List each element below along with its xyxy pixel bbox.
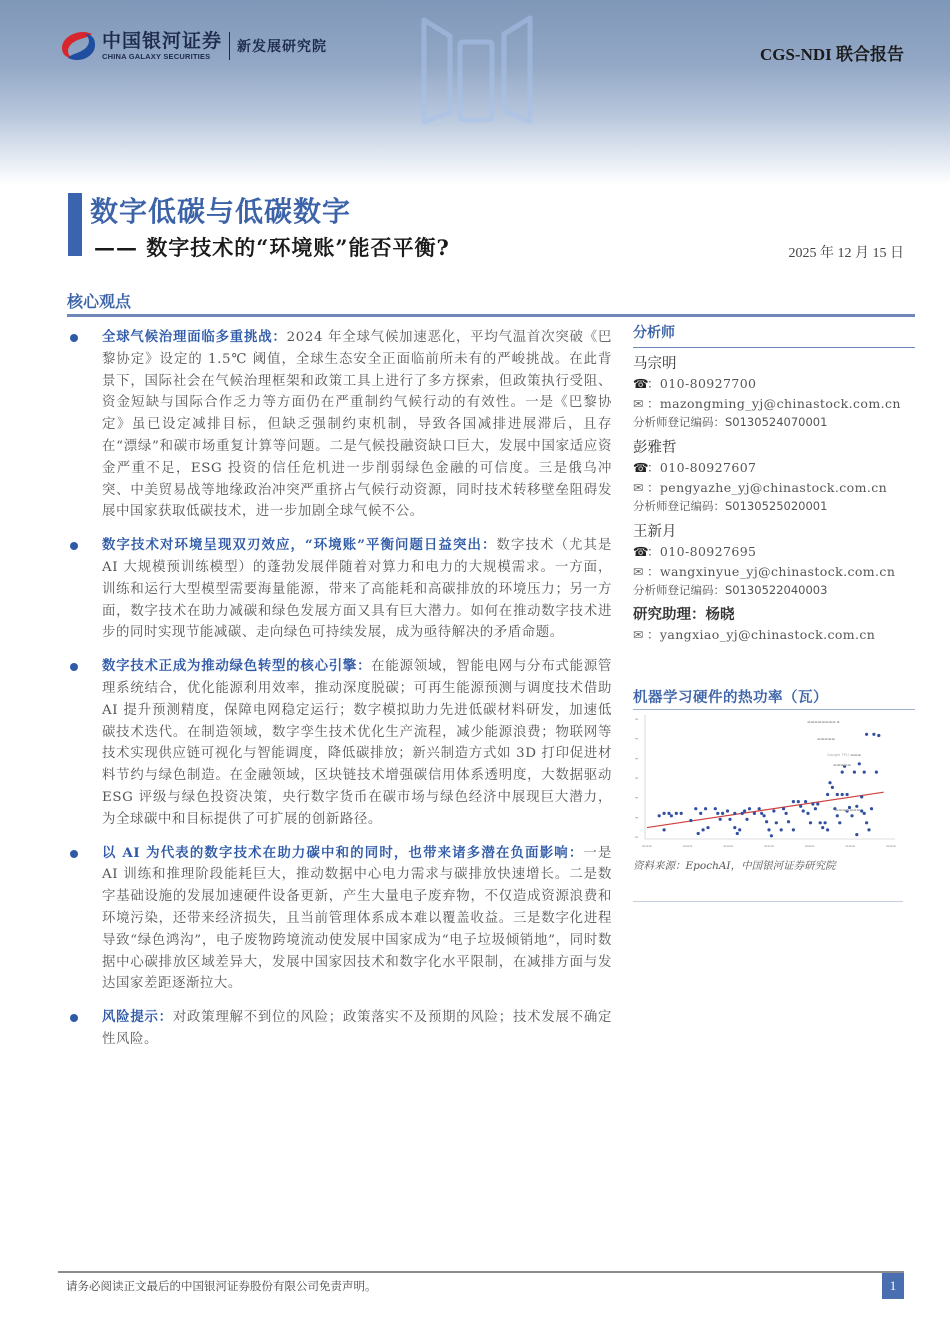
data-point (704, 807, 707, 810)
header-banner (0, 0, 950, 185)
data-point (826, 793, 829, 796)
data-point (775, 821, 778, 824)
analyst-phone: ☎：010-80927695 (633, 542, 915, 562)
report-type-tag: CGS-NDI 联合报告 (759, 45, 904, 64)
data-point (799, 805, 802, 808)
point-lead: 数字技术正成为推动绿色转型的核心引擎： (102, 658, 372, 675)
svg-text:Google TPU ▬▬▬: Google TPU ▬▬▬ (827, 752, 861, 757)
point-body: 对政策理解不到位的风险；政策落实不及预期的风险；技术发展不确定性风险。 (102, 1010, 612, 1047)
phone-icon: ☎ (633, 460, 649, 475)
data-point (860, 809, 863, 812)
bullet-icon (67, 327, 102, 523)
data-point (785, 812, 788, 815)
data-point (826, 828, 829, 831)
data-point (702, 828, 705, 831)
logo-chinese-name: 中国银河证券 (102, 30, 223, 52)
analyst-name: 马宗明 (633, 356, 677, 372)
svg-text:▬▬▬▬▬▬▬: ▬▬▬▬▬▬▬ (835, 807, 861, 812)
data-point (770, 834, 773, 837)
data-point (809, 821, 812, 824)
data-point (821, 826, 824, 829)
svg-text:▬: ▬ (635, 756, 639, 761)
data-point (863, 771, 866, 774)
bullet-icon (67, 1007, 102, 1051)
svg-text:▬: ▬ (635, 736, 639, 741)
data-point (787, 820, 790, 823)
data-point (841, 771, 844, 774)
svg-text:▬▬▬: ▬▬▬ (886, 844, 896, 848)
svg-text:▬▬▬▬▬▬▬▬ ▪: ▬▬▬▬▬▬▬▬ ▪ (807, 719, 840, 724)
analyst-name: 王新月 (633, 524, 677, 540)
mail-icon: ✉ (633, 627, 644, 642)
data-point (706, 826, 709, 829)
data-point (782, 807, 785, 810)
data-point (865, 733, 868, 736)
analyst-card (633, 522, 915, 600)
data-point (738, 828, 741, 831)
analyst-registration: 分析师登记编码：S0130522040003 (633, 583, 828, 597)
svg-text:▬▬▬: ▬▬▬ (723, 844, 734, 848)
svg-text:▬: ▬ (635, 815, 639, 820)
bullet-icon (67, 535, 102, 644)
analyst-email[interactable]: ✉ ：mazongming_yj@chinastock.com.cn (633, 394, 915, 414)
data-point (763, 814, 766, 817)
point-body: 一是 AI 训练和推理阶段能耗巨大，推动数据中心电力需求与碳排放快速增长。二是数字基础设施的发展加速硬件设备更新，产生大量电子废弃物，不仅造成资源浪费和环境污染，还带来经济损失，且当前管理体系成本难以覆盖收益。三是数字化进程导致“绿色鸿沟”，电子废物跨境流动使发展中国家成为“电子垃圾倾销地”，同时数据中心碳排放区域差异大，发展中国家因技术和数字化水平限制，在减排方面与发达国家差距逐渐拉大。 (102, 845, 612, 992)
point-body: 2024 年全球气候加速恶化，平均气温首次突破《巴黎协定》设定的 1.5℃ 阈值，全球生态安全正面临前所未有的严峻挑战。在此背景下，国际社会在气候治理框架和政策工具上进行了多方探索，但政策执行受阻、资金短缺与国际合作乏力等方面仍在严重制约气候行动的有效性。一是《巴黎协定》虽已设定减排目标，但缺乏强制约束机制，导致各国减排进展滞后，且存在“漂绿”和碳市场重复计算等问题。二是气候投融资缺口巨大，发展中国家适应资金严重不足，ESG 投资的信任危机进一步削弱绿色金融的可信度。三是俄乌冲突、中美贸易战等地缘政治冲突严重挤占气候行动资源，同时技术转移壁垒阻碍发展中国家获取低碳技术，进一步加剧全球气候不公。 (102, 330, 612, 520)
data-point (741, 812, 744, 815)
report-title: 数字低碳与低碳数字 (90, 195, 352, 228)
point-body: 在能源领域，智能电网与分布式能源管理系统结合，优化能源利用效率，推动深度脱碳；可再生能源预测与调度技术借助 AI 提升预测精度，保障电网稳定运行；数字模拟助力先进低碳材料研发，加速低碳技术迭代。在制造领域，数字孪生技术优化生产流程，减少能源浪费；物联网等技术实现供应链可视化与智能调度，降低碳排放；新兴制造方式如 3D 打印促进材料节约与绿色制造。在金融领域，区块链技术增强碳信用体系透明度，大数据驱动 ESG 评级与绿色投资决策，央行数字货币在碳市场与绿色经济中展现巨大潜力，为全球碳中和目标提供了可扩展的创新路径。 (102, 659, 612, 827)
list-item (67, 1007, 612, 1051)
data-point (850, 814, 853, 817)
data-point (689, 819, 692, 822)
data-point (872, 733, 875, 736)
mail-icon: ✉ (633, 395, 644, 411)
data-point (714, 807, 717, 810)
data-point (733, 826, 736, 829)
svg-text:▬▬▬▬▬: ▬▬▬▬▬ (817, 736, 835, 741)
logo-english-name: CHINA GALAXY SECURITIES (102, 52, 211, 61)
data-point (838, 821, 841, 824)
analyst-registration: 分析师登记编码：S0130524070001 (633, 415, 828, 429)
thermal-power-scatter-chart (633, 711, 903, 856)
data-point (867, 828, 870, 831)
svg-text:▬▬▬: ▬▬▬ (804, 844, 815, 848)
analysts-heading: 分析师 (633, 316, 915, 348)
svg-text:▬: ▬ (635, 795, 639, 800)
data-point (663, 828, 666, 831)
company-logo (58, 30, 327, 62)
data-point (816, 802, 819, 805)
svg-text:▬: ▬ (635, 835, 639, 839)
chart-source: 资料来源：EpochAI，中国银河证券研究院 (633, 860, 836, 872)
data-point (836, 814, 839, 817)
data-point (824, 821, 827, 824)
data-point (743, 809, 746, 812)
logo-divider (229, 32, 230, 60)
list-item (67, 656, 612, 830)
mail-icon: ✉ (633, 563, 644, 579)
phone-icon: ☎ (633, 376, 649, 391)
chart-title-divider (633, 709, 915, 710)
cgs-watermark-icon (412, 12, 542, 127)
bullet-icon (67, 656, 102, 830)
point-lead: 全球气候治理面临多重挑战： (102, 329, 287, 345)
assistant-email[interactable]: ✉ ：yangxiao_yj@chinastock.com.cn (633, 625, 915, 645)
data-point (792, 828, 795, 831)
point-lead: 以 AI 为代表的数字技术在助力碳中和的同时，也带来诸多潜在负面影响： (102, 844, 584, 861)
title-accent-bar (68, 193, 82, 256)
data-point (733, 812, 736, 815)
data-point (658, 814, 661, 817)
analyst-email[interactable]: ✉ ：pengyazhe_yj@chinastock.com.cn (633, 478, 915, 498)
list-item (67, 843, 612, 996)
data-point (745, 818, 748, 821)
data-point (865, 821, 868, 824)
point-lead: 数字技术对环境呈现双刃效应，“环境账”平衡问题日益突出： (102, 537, 497, 554)
data-point (699, 812, 702, 815)
data-point (758, 807, 761, 810)
data-point (767, 828, 770, 831)
data-point (811, 802, 814, 805)
analyst-card (633, 354, 915, 432)
data-point (780, 828, 783, 831)
data-point (804, 800, 807, 803)
assistant-card (633, 605, 915, 645)
svg-text:▬▬▬: ▬▬▬ (642, 844, 652, 848)
data-point (753, 812, 756, 815)
data-point (765, 820, 768, 823)
data-point (667, 812, 670, 815)
svg-text:▬▬▬▬▬: ▬▬▬▬▬ (833, 762, 851, 767)
data-point (728, 818, 731, 821)
data-point (675, 812, 678, 815)
data-point (853, 771, 856, 774)
data-point (670, 814, 673, 817)
data-point (716, 812, 719, 815)
svg-text:▬▬▬: ▬▬▬ (682, 844, 693, 848)
list-item (67, 327, 612, 523)
disclaimer-notice: 请务必阅读正文最后的中国银河证券股份有限公司免责声明。 (66, 1279, 377, 1293)
mail-icon: ✉ (633, 479, 644, 495)
data-point (858, 762, 861, 765)
analyst-email[interactable]: ✉ ：wangxinyue_yj@chinastock.com.cn (633, 562, 915, 582)
list-item (67, 535, 612, 644)
data-point (680, 812, 683, 815)
data-point (726, 809, 729, 812)
report-subtitle: —— 数字技术的“环境账”能否平衡? (94, 235, 450, 260)
phone-icon: ☎ (633, 544, 649, 559)
data-point (819, 821, 822, 824)
institute-name: 新发展研究院 (237, 39, 328, 55)
bullet-icon (67, 843, 102, 996)
svg-text:▬▬▬: ▬▬▬ (845, 844, 856, 848)
svg-text:▬▬▬: ▬▬▬ (764, 844, 774, 848)
analyst-card (633, 438, 915, 516)
data-point (828, 781, 831, 784)
data-point (806, 812, 809, 815)
galaxy-logo-icon (58, 30, 98, 62)
data-point (748, 807, 751, 810)
page-number: 1 (882, 1273, 904, 1299)
data-point (736, 832, 739, 835)
analyst-panel (633, 316, 915, 645)
data-point (721, 812, 724, 815)
data-point (846, 793, 849, 796)
data-point (719, 818, 722, 821)
data-point (772, 809, 775, 812)
data-point (855, 833, 858, 836)
research-assistant: 研究助理：杨晓 (633, 606, 735, 623)
point-lead: 风险提示： (102, 1009, 173, 1026)
core-views-list (67, 327, 612, 1063)
svg-text:▬: ▬ (635, 717, 639, 721)
data-point (797, 800, 800, 803)
data-point (841, 793, 844, 796)
data-point (870, 807, 873, 810)
point-body: 数字技术（尤其是 AI 大规模预训练模型）的蓬勃发展伴随着对算力和电力的大规模需求。一方面，训练和运行大型模型需要海量能源，带来了高能耗和高碳排放的环境压力；另一方面，数字技术在助力减碳和绿色发展方面又具有巨大潜力。如何在推动数字技术进步的同时实现节能减碳、走向绿色可持续发展，成为亟待解决的矛盾命题。 (102, 538, 612, 641)
data-point (697, 832, 700, 835)
data-point (877, 734, 880, 737)
analyst-name: 彭雅哲 (633, 440, 677, 456)
svg-text:▬: ▬ (635, 776, 639, 780)
footer-divider (58, 1271, 904, 1273)
data-point (831, 786, 834, 789)
chart-bottom-divider (633, 901, 903, 902)
data-point (863, 812, 866, 815)
analyst-phone: ☎：010-80927700 (633, 374, 915, 394)
analyst-registration: 分析师登记编码：S0130525020001 (633, 499, 828, 513)
data-point (663, 812, 666, 815)
data-point (802, 809, 805, 812)
chart-title: 机器学习硬件的热功率（瓦） (633, 689, 828, 706)
data-point (694, 807, 697, 810)
data-point (836, 793, 839, 796)
data-point (760, 812, 763, 815)
data-point (875, 771, 878, 774)
data-point (814, 807, 817, 810)
analyst-phone: ☎：010-80927607 (633, 458, 915, 478)
data-point (860, 795, 863, 798)
data-point (792, 800, 795, 803)
report-date: 2025 年 12 月 15 日 (788, 246, 904, 261)
core-views-heading: 核心观点 (67, 292, 132, 311)
